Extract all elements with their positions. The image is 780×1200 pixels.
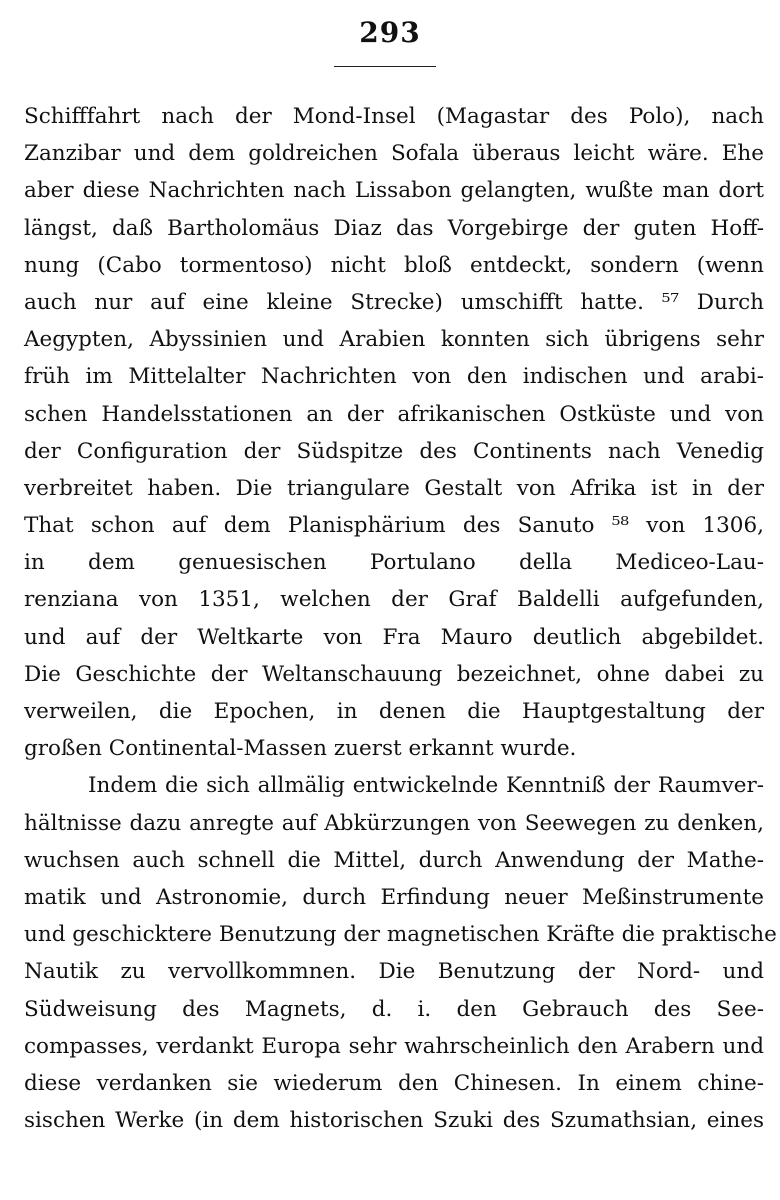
text-line: längst, daß Bartholomäus Diaz das Vorgebirge der guten Hoff- xyxy=(24,215,764,241)
text-line: Die Geschichte der Weltanschauung bezeichnet, ohne dabei zu xyxy=(24,661,764,687)
text-line: auch nur auf eine kleine Strecke) umschifft hatte. ⁵⁷ Durch xyxy=(24,289,764,315)
text-line: Aegypten, Abyssinien und Arabien konnten sich übrigens sehr xyxy=(24,327,764,353)
text-line: Schifffahrt nach der Mond-Insel (Magastar des Polo), nach xyxy=(24,104,764,129)
text-line: renziana von 1351, welchen der Graf Baldelli aufgefunden, xyxy=(24,587,764,613)
text-line: früh im Mittelalter Nachrichten von den indischen und arabi- xyxy=(24,364,764,390)
text-line: wuchsen auch schnell die Mittel, durch Anwendung der Mathe- xyxy=(24,847,764,873)
text-line: hältnisse dazu anregte auf Abkürzungen von Seewegen zu denken, xyxy=(24,810,764,836)
text-line: Südweisung des Magnets, d. i. den Gebrauch des See- xyxy=(24,996,764,1022)
text-line: in dem genuesischen Portulano della Mediceo-Lau- xyxy=(24,550,764,576)
page-number: 293 xyxy=(359,16,421,49)
text-line: verweilen, die Epochen, in denen die Hauptgestaltung der xyxy=(24,699,764,724)
text-line: aber diese Nachrichten nach Lissabon gelangten, wußte man dort xyxy=(24,178,764,204)
text-line: nung (Cabo tormentoso) nicht bloß entdeckt, sondern (wenn xyxy=(24,252,764,278)
text-line: und auf der Weltkarte von Fra Mauro deutlich abgebildet. xyxy=(24,624,764,650)
text-line: Zanzibar und dem goldreichen Sofala überaus leicht wäre. Ehe xyxy=(24,141,764,167)
text-line: compasses, verdankt Europa sehr wahrscheinlich den Arabern und xyxy=(24,1033,764,1059)
text-line: That schon auf dem Planisphärium des Sanuto ⁵⁸ von 1306, xyxy=(24,513,764,539)
text-line: und geschicktere Benutzung der magnetischen Kräfte die praktische xyxy=(24,922,777,948)
text-line: verbreitet haben. Die triangulare Gestalt von Afrika ist in der xyxy=(24,475,764,501)
text-line: diese verdanken sie wiederum den Chinesen. In einem chine- xyxy=(24,1070,764,1096)
body-text xyxy=(24,98,777,1139)
text-line: matik und Astronomie, durch Erfindung neuer Meßinstrumente xyxy=(24,884,764,910)
header-rule xyxy=(334,66,436,67)
text-line: sischen Werke (in dem historischen Szuki des Szumathsian, eines xyxy=(24,1108,764,1134)
text-line: der Configuration der Südspitze des Continents nach Venedig xyxy=(24,438,764,464)
paragraph-end-line: großen Continental-Massen zuerst erkannt wurde. xyxy=(24,736,577,762)
text-line: Nautik zu vervollkommnen. Die Benutzung der Nord- und xyxy=(24,959,764,985)
paragraph-start-line: Indem die sich allmälig entwickelnde Kenntniß der Raumver- xyxy=(88,773,764,799)
text-line: schen Handelsstationen an der afrikanischen Ostküste und von xyxy=(24,401,764,427)
